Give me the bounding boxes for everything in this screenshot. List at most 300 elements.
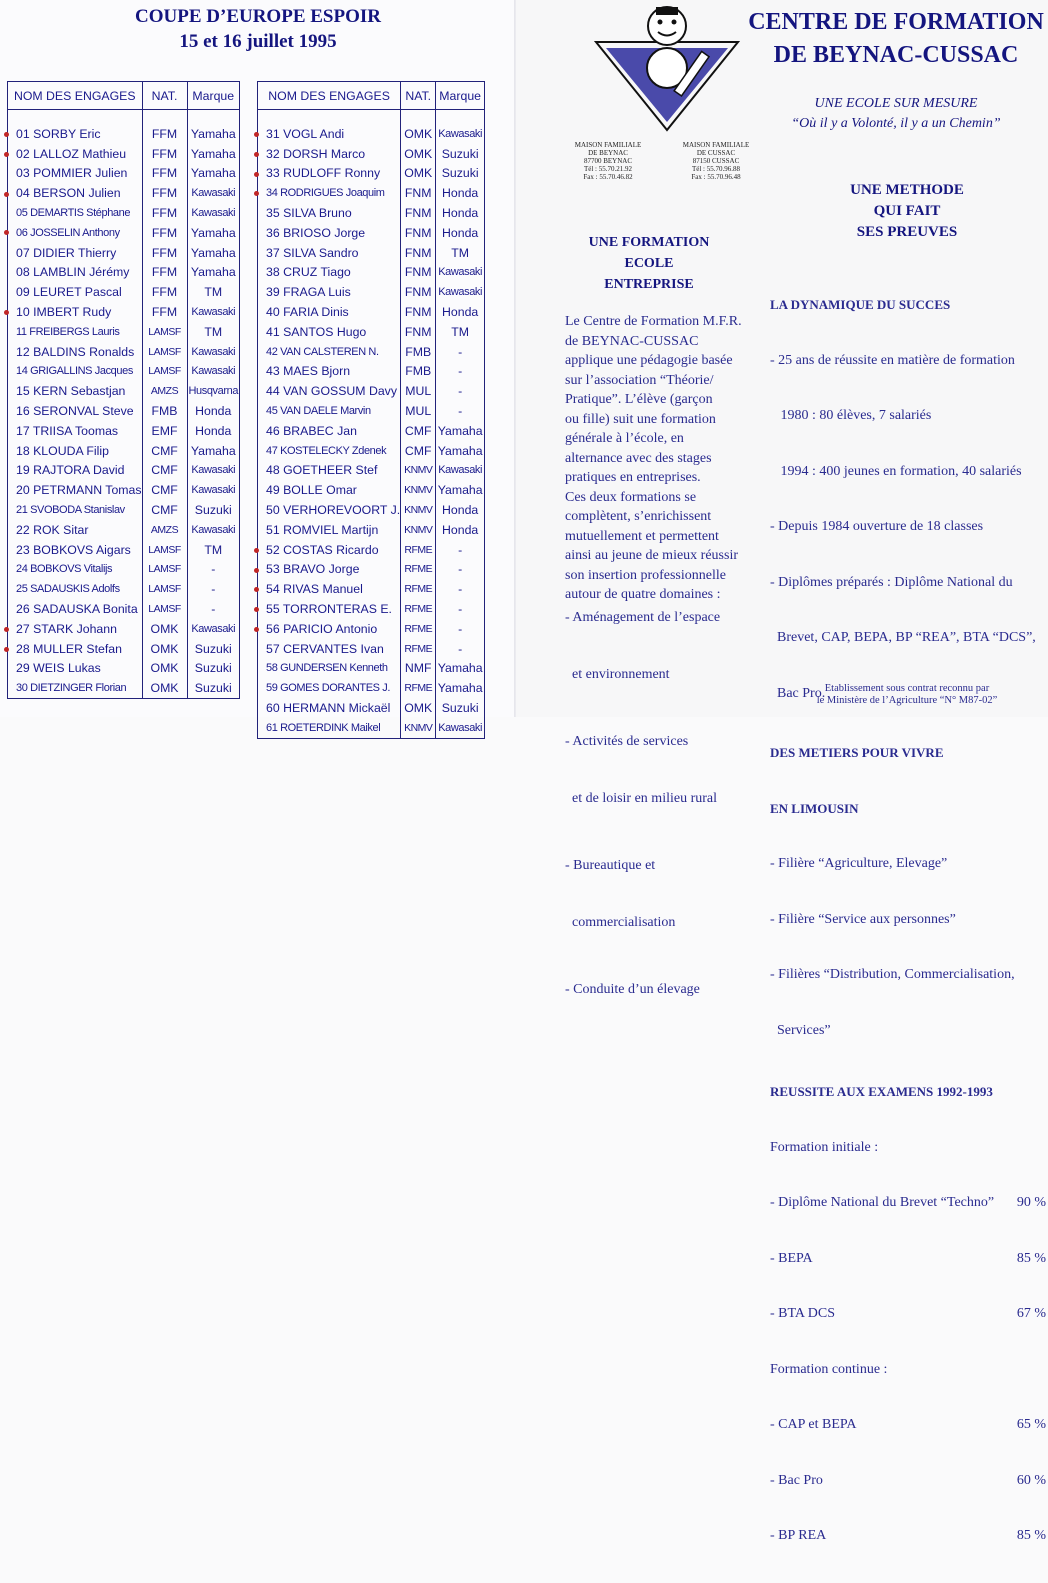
rider-name xyxy=(258,322,401,342)
rider-name-text: 60 HERMANN Mickaël xyxy=(266,701,391,715)
nationality-text: FNM xyxy=(404,324,432,339)
nationality xyxy=(401,441,436,461)
nationality xyxy=(142,183,187,203)
nationality-text: CMF xyxy=(151,443,178,458)
rider-name-text: 18 KLOUDA Filip xyxy=(16,443,109,458)
brand xyxy=(187,322,239,342)
cussac-line: 87150 CUSSAC xyxy=(692,157,740,165)
beynac-line: Fax : 55.70.46.82 xyxy=(583,173,633,181)
brand-text: Honda xyxy=(442,305,479,320)
rider-name-text: 25 SADAUSKIS Adolfs xyxy=(16,583,120,596)
nationality xyxy=(142,599,187,619)
brand-text: - xyxy=(211,582,216,597)
brand xyxy=(436,183,485,203)
table-row xyxy=(8,619,240,639)
text-line: Ces deux formations se xyxy=(565,489,697,505)
exam-pct: 65 % xyxy=(1016,1417,1046,1432)
nationality xyxy=(142,421,187,441)
nationality-text: FFM xyxy=(151,245,178,260)
nationality-text: AMZS xyxy=(150,385,179,398)
exam-row xyxy=(770,1472,1046,1491)
brand xyxy=(187,421,239,441)
marker-dot xyxy=(254,607,259,612)
domains-list xyxy=(565,570,765,1037)
rider-name-text: 34 RODRIGUES Joaquim xyxy=(266,187,385,200)
beynac-line: Tél : 55.70.21.92 xyxy=(583,165,633,173)
rider-name xyxy=(258,263,401,283)
rider-name-text: 10 IMBERT Rudy xyxy=(16,305,112,320)
brand xyxy=(187,441,239,461)
text-line: 1980 : 80 élèves, 7 salariés xyxy=(770,408,932,423)
brand xyxy=(187,560,239,580)
brand-text: Suzuki xyxy=(194,641,232,656)
table-row xyxy=(258,718,485,738)
brand xyxy=(436,322,485,342)
brand xyxy=(436,461,485,481)
brand-text: Kawasaki xyxy=(191,187,236,200)
rider-name xyxy=(258,302,401,322)
event-title: COUPE D’EUROPE ESPOIR xyxy=(135,6,381,27)
rider-name xyxy=(258,243,401,263)
rider-name-text: 03 POMMIER Julien xyxy=(16,166,128,181)
rider-name-text: 39 FRAGA Luis xyxy=(266,285,351,300)
rider-name-text: 47 KOSTELECKY Zdenek xyxy=(266,444,387,457)
rider-name-text: 02 LALLOZ Mathieu xyxy=(16,146,127,161)
table-row xyxy=(8,302,240,322)
nationality xyxy=(401,421,436,441)
rider-name xyxy=(258,223,401,243)
table-row xyxy=(8,342,240,362)
table-row xyxy=(258,302,485,322)
table-row xyxy=(258,263,485,283)
centre-title: CENTRE DE FORMATION xyxy=(748,9,1044,35)
rider-name xyxy=(258,401,401,421)
table-row xyxy=(258,183,485,203)
nationality-text: FMB xyxy=(151,404,178,419)
nationality-text: FNM xyxy=(404,206,432,221)
col-header-name: NOM DES ENGAGES xyxy=(258,82,401,110)
brand xyxy=(187,639,239,659)
text-line: 1994 : 400 jeunes en formation, 40 salariés xyxy=(770,463,1022,479)
rider-name-text: 29 WEIS Lukas xyxy=(16,661,101,676)
brand-text: Kawasaki xyxy=(191,365,236,378)
rider-name-text: 31 VOGL Andi xyxy=(266,126,345,141)
marker-dot xyxy=(254,172,259,177)
table-row xyxy=(8,124,240,144)
rider-name xyxy=(258,659,401,679)
rider-name-text: 14 GRIGALLINS Jacques xyxy=(16,365,133,378)
exam-row xyxy=(770,1305,1046,1324)
text-line: Le Centre de Formation M.F.R. xyxy=(565,314,742,329)
nationality-text: MUL xyxy=(405,404,432,419)
domain-item: - Conduite d’un élevage xyxy=(565,982,700,997)
nationality xyxy=(142,164,187,184)
rider-name-text: 19 RAJTORA David xyxy=(16,463,125,478)
nationality xyxy=(142,480,187,500)
nationality-text: RFME xyxy=(404,543,433,556)
brand-text: Kawasaki xyxy=(191,464,236,477)
rider-name xyxy=(258,144,401,164)
nationality xyxy=(142,678,187,698)
table-row xyxy=(258,203,485,223)
brand xyxy=(436,520,485,540)
nationality xyxy=(401,520,436,540)
rider-name-text: 30 DIETZINGER Florian xyxy=(16,682,127,695)
text-line: - Depuis 1984 ouverture de 18 classes xyxy=(770,519,984,534)
text-line: autour de quatre domaines : xyxy=(565,587,721,602)
brand-text: - xyxy=(458,582,463,597)
brand xyxy=(187,381,239,401)
exam-pct: 85 % xyxy=(1016,1250,1046,1266)
col-header-nat: NAT. xyxy=(401,82,436,110)
rider-name xyxy=(8,579,143,599)
rider-name xyxy=(8,144,143,164)
rider-name-text: 21 SVOBODA Stanislav xyxy=(16,504,125,517)
beynac-line: 87700 BEYNAC xyxy=(583,157,633,165)
nationality xyxy=(142,124,187,144)
nationality-text: EMF xyxy=(151,423,178,438)
rider-name xyxy=(8,322,143,342)
rider-name xyxy=(258,183,401,203)
rider-name-text: 40 FARIA Dinis xyxy=(266,305,349,320)
brand xyxy=(187,520,239,540)
brand xyxy=(187,223,239,243)
brand-text: Honda xyxy=(442,186,479,201)
nationality xyxy=(401,144,436,164)
brand xyxy=(436,263,485,283)
centre-title-2: DE BEYNAC-CUSSAC xyxy=(773,42,1019,68)
table-row xyxy=(8,362,240,382)
rider-name-text: 04 BERSON Julien xyxy=(16,186,121,201)
rider-name xyxy=(8,659,143,679)
table-row xyxy=(258,342,485,362)
exam-pct: 60 % xyxy=(1016,1472,1046,1488)
brand xyxy=(187,500,239,520)
domain-item: commercialisation xyxy=(565,915,676,930)
nationality-text: CMF xyxy=(404,423,432,438)
rider-name-text: 20 PETRMANN Tomas xyxy=(16,483,142,498)
reussite-title: REUSSITE AUX EXAMENS 1992-1993 xyxy=(770,1084,993,1099)
brand xyxy=(436,678,485,698)
nationality-text: CMF xyxy=(151,463,178,478)
rider-name-text: 41 SANTOS Hugo xyxy=(266,324,367,339)
rider-name xyxy=(8,441,143,461)
marker-dot xyxy=(4,230,9,235)
nationality xyxy=(401,540,436,560)
table-row xyxy=(258,579,485,599)
nationality xyxy=(142,619,187,639)
brand xyxy=(187,124,239,144)
rider-name-text: 17 TRIISA Toomas xyxy=(16,423,119,438)
cussac-line: Fax : 55.70.96.48 xyxy=(691,173,741,181)
rider-name xyxy=(258,579,401,599)
nationality xyxy=(401,579,436,599)
brand-text: TM xyxy=(204,324,223,339)
brand xyxy=(436,243,485,263)
methode-heading-2: QUI FAIT xyxy=(873,203,941,219)
nationality-text: OMK xyxy=(150,681,179,696)
rider-name-text: 51 ROMVIEL Martijn xyxy=(266,522,379,537)
nationality xyxy=(401,243,436,263)
nationality xyxy=(401,599,436,619)
table-row xyxy=(8,441,240,461)
rider-name-text: 05 DEMARTIS Stéphane xyxy=(16,207,131,220)
nationality-text: FMB xyxy=(405,364,432,379)
brand-text: Honda xyxy=(442,503,479,518)
rider-name xyxy=(258,718,401,738)
rider-name xyxy=(8,263,143,283)
nationality xyxy=(142,263,187,283)
rider-name-text: 23 BOBKOVS Aigars xyxy=(16,542,131,557)
rider-name-text: 43 MAES Bjorn xyxy=(266,364,351,379)
brand-text: - xyxy=(211,602,216,617)
brand xyxy=(187,659,239,679)
table-row xyxy=(8,243,240,263)
nationality-text: FFM xyxy=(151,285,178,300)
rider-name-text: 59 GOMES DORANTES J. xyxy=(266,682,391,695)
brand xyxy=(436,441,485,461)
nationality-text: RFME xyxy=(404,682,433,695)
nationality xyxy=(401,480,436,500)
nationality-text: MUL xyxy=(405,384,432,399)
rider-name xyxy=(8,203,143,223)
cussac-line: Tél : 55.70.96.88 xyxy=(691,165,741,173)
brand-text: Kawasaki xyxy=(191,207,236,220)
nationality xyxy=(142,282,187,302)
brand xyxy=(436,282,485,302)
rider-name-text: 36 BRIOSO Jorge xyxy=(266,225,366,240)
rider-name-text: 45 VAN DAELE Marvin xyxy=(266,405,371,418)
rider-name-text: 37 SILVA Sandro xyxy=(266,245,359,260)
mfr-logo-icon xyxy=(592,4,742,134)
rider-name-text: 55 TORRONTERAS E. xyxy=(266,602,392,617)
rider-name xyxy=(8,480,143,500)
rider-name xyxy=(8,401,143,421)
brand-text: Honda xyxy=(442,522,479,537)
nationality-text: FFM xyxy=(151,206,178,221)
nationality xyxy=(142,381,187,401)
nationality-text: RFME xyxy=(404,622,433,635)
nationality xyxy=(142,342,187,362)
domain-item: et environnement xyxy=(565,667,670,682)
text-line: - Filière “Service aux personnes” xyxy=(770,911,956,927)
nationality xyxy=(401,164,436,184)
table-row xyxy=(258,560,485,580)
rider-name-text: 28 MULLER Stefan xyxy=(16,641,122,656)
marker-dot xyxy=(254,132,259,137)
table-row xyxy=(8,144,240,164)
col-header-brand: Marque xyxy=(187,82,239,110)
rider-name xyxy=(258,540,401,560)
rider-name-text: 01 SORBY Eric xyxy=(16,126,101,141)
brand xyxy=(436,619,485,639)
table-row xyxy=(258,599,485,619)
text-line: son insertion professionnelle xyxy=(565,567,726,583)
nationality xyxy=(401,282,436,302)
nationality xyxy=(142,540,187,560)
exam-label: - Diplôme National du Brevet “Techno” xyxy=(770,1195,995,1210)
nationality xyxy=(142,322,187,342)
brand-text: Kawasaki xyxy=(438,464,483,477)
nationality-text: FNM xyxy=(404,285,432,300)
rider-name xyxy=(8,461,143,481)
brand-text: Kawasaki xyxy=(438,127,483,140)
exam-pct: 85 % xyxy=(1016,1528,1046,1543)
rider-name xyxy=(258,678,401,698)
brand-text: Honda xyxy=(442,206,479,221)
rider-name-text: 46 BRABEC Jan xyxy=(266,423,357,438)
table-row xyxy=(8,500,240,520)
brand xyxy=(436,639,485,659)
table-row xyxy=(8,520,240,540)
nationality-text: RFME xyxy=(404,563,433,576)
table-row xyxy=(8,282,240,302)
rider-name xyxy=(8,362,143,382)
nationality xyxy=(401,183,436,203)
brand xyxy=(187,480,239,500)
brand-text: - xyxy=(458,344,463,359)
footer-line-2: le Ministère de l’Agriculture “N° M87-02” xyxy=(816,695,998,706)
formation-heading: UNE FORMATION xyxy=(588,235,710,250)
rider-name-text: 26 SADAUSKA Bonita xyxy=(16,602,138,617)
rider-name xyxy=(258,124,401,144)
nationality-text: FFM xyxy=(151,305,178,320)
exam-label: - BP REA xyxy=(770,1528,827,1543)
table-row xyxy=(8,599,240,619)
footer-line: Etablissement sous contrat reconnu par xyxy=(824,683,990,694)
rider-name-text: 58 GUNDERSEN Kenneth xyxy=(266,662,388,675)
domain-item: - Activités de services xyxy=(565,734,689,749)
cussac-line: MAISON FAMILIALE xyxy=(682,141,750,149)
dynamique-title: LA DYNAMIQUE DU SUCCES xyxy=(770,297,951,312)
table-row xyxy=(258,639,485,659)
nationality xyxy=(142,223,187,243)
rider-name xyxy=(8,540,143,560)
nationality xyxy=(142,243,187,263)
marker-dot xyxy=(4,647,9,652)
rider-name-text: 56 PARICIO Antonio xyxy=(266,621,378,636)
rider-name xyxy=(8,282,143,302)
brand-text: - xyxy=(211,562,216,577)
brand xyxy=(436,421,485,441)
table-row xyxy=(8,322,240,342)
nationality-text: LAMSF xyxy=(148,325,181,338)
text-line: - Diplômes préparés : Diplôme National du xyxy=(770,574,1013,590)
left-page xyxy=(0,0,516,734)
brand-text: Suzuki xyxy=(194,681,232,696)
table-row xyxy=(8,579,240,599)
brand-text: Yamaha xyxy=(437,483,483,498)
table-row xyxy=(258,540,485,560)
brand xyxy=(436,560,485,580)
nationality-text: FNM xyxy=(404,265,432,280)
table-row xyxy=(258,164,485,184)
nationality xyxy=(401,223,436,243)
brand-text: Kawasaki xyxy=(191,306,236,319)
beynac-line: MAISON FAMILIALE xyxy=(574,141,642,149)
exam-pct: 67 % xyxy=(1016,1306,1046,1321)
brand xyxy=(436,540,485,560)
nationality-text: NMF xyxy=(404,661,432,676)
brand xyxy=(436,480,485,500)
text-line: Pratique”. L’élève (garçon xyxy=(565,392,713,407)
brand xyxy=(187,362,239,382)
brand-text: Kawasaki xyxy=(438,266,483,279)
nationality-text: RFME xyxy=(404,583,433,596)
rider-name xyxy=(8,619,143,639)
text-line: générale à l’école, en xyxy=(565,431,684,446)
formation-heading-2: ECOLE xyxy=(624,256,674,271)
brand xyxy=(187,302,239,322)
table-row xyxy=(258,381,485,401)
brand xyxy=(436,599,485,619)
rider-name-text: 44 VAN GOSSUM Davy xyxy=(266,384,397,399)
marker-dot xyxy=(4,192,9,197)
brand xyxy=(436,659,485,679)
brand-text: - xyxy=(458,602,463,617)
rider-name-text: 50 VERHOREVOORT J. xyxy=(266,503,401,518)
rider-name xyxy=(8,164,143,184)
nationality xyxy=(401,401,436,421)
table-row xyxy=(8,560,240,580)
domain-item: et de loisir en milieu rural xyxy=(565,791,718,806)
nationality xyxy=(142,362,187,382)
brand-text: Suzuki xyxy=(441,701,479,715)
marker-dot xyxy=(254,152,259,157)
nationality xyxy=(401,718,436,738)
formation-heading-3: ENTREPRISE xyxy=(604,277,694,292)
rider-name xyxy=(258,164,401,184)
rider-name-text: 49 BOLLE Omar xyxy=(266,483,357,498)
brand-text: Yamaha xyxy=(437,661,483,676)
table-row xyxy=(8,421,240,441)
text-line: sur l’association “Théorie/ xyxy=(565,372,714,388)
col-header-name: NOM DES ENGAGES xyxy=(8,82,143,110)
rider-name xyxy=(258,342,401,362)
nationality-text: FNM xyxy=(404,305,432,320)
nationality xyxy=(142,441,187,461)
methode-body xyxy=(770,259,1046,1583)
nationality xyxy=(142,560,187,580)
exam-row xyxy=(770,1194,1046,1213)
rider-name-text: 61 ROETERDINK Maikel xyxy=(266,721,381,734)
marker-dot xyxy=(4,152,9,157)
brand xyxy=(436,124,485,144)
table-row xyxy=(8,461,240,481)
nationality-text: RFME xyxy=(404,603,433,616)
rider-name xyxy=(258,441,401,461)
nationality-text: OMK xyxy=(150,661,179,676)
rider-name-text: 22 ROK Sitar xyxy=(16,522,89,537)
nationality xyxy=(401,461,436,481)
rider-name xyxy=(8,639,143,659)
text-line: Services” xyxy=(770,1022,831,1038)
brand-text: Kawasaki xyxy=(191,345,236,358)
table-row xyxy=(8,183,240,203)
nationality xyxy=(401,381,436,401)
table-row xyxy=(8,540,240,560)
col-header-brand: Marque xyxy=(436,82,485,110)
rider-name xyxy=(258,381,401,401)
text-line: complètent, s’enrichissent xyxy=(565,509,712,524)
brand-text: Kawasaki xyxy=(438,721,483,734)
nationality-text: FNM xyxy=(404,225,432,240)
rider-name-text: 48 GOETHEER Stef xyxy=(266,463,378,478)
table-row xyxy=(8,480,240,500)
brand-text: Yamaha xyxy=(190,126,236,141)
nationality xyxy=(401,362,436,382)
table-row xyxy=(258,678,485,698)
